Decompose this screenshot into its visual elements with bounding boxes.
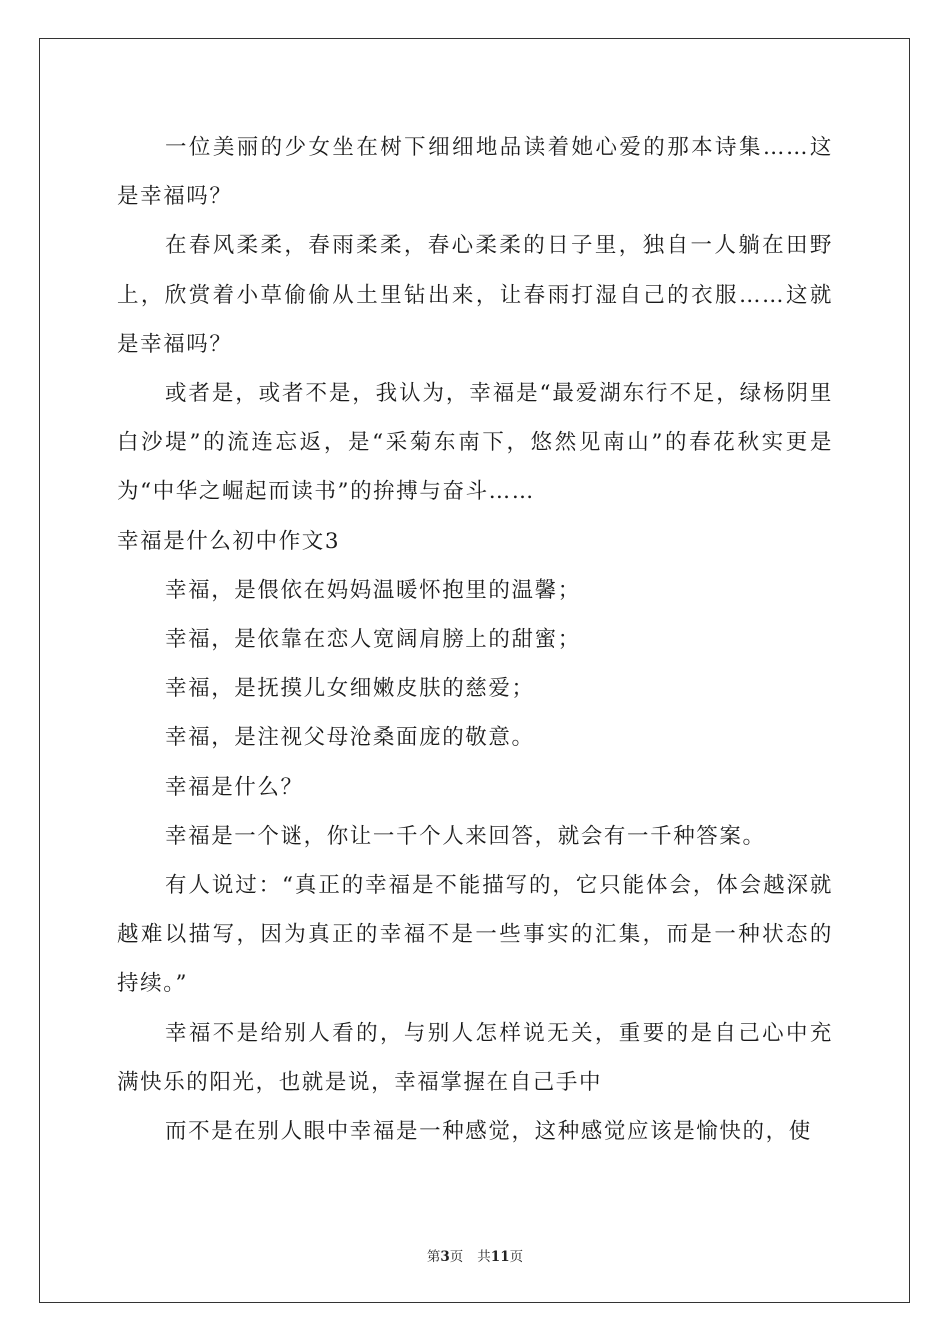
total-prefix: 共 bbox=[477, 1249, 491, 1265]
page-suffix: 页 bbox=[449, 1249, 464, 1265]
total-suffix: 页 bbox=[509, 1249, 524, 1265]
page-number: 3 bbox=[440, 1249, 450, 1265]
section-heading: 幸福是什么初中作文3 bbox=[117, 528, 341, 554]
page-indicator bbox=[427, 1249, 463, 1265]
paragraph: 幸福不是给别人看的，与别人怎样说无关，重要的是自己心中充满快乐的阳光，也就是说，幸福掌握在自己手中 bbox=[117, 1020, 833, 1095]
paragraph: 幸福是什么？ bbox=[165, 774, 304, 800]
document-body bbox=[117, 123, 833, 1156]
paragraph: 幸福，是依靠在恋人宽阔肩膀上的甜蜜； bbox=[165, 627, 581, 653]
page-prefix: 第 bbox=[426, 1249, 441, 1265]
paragraph: 幸福，是偎依在妈妈温暖怀抱里的温馨； bbox=[165, 577, 581, 603]
page-footer bbox=[0, 1248, 950, 1266]
total-pages-indicator bbox=[477, 1249, 523, 1265]
paragraph: 幸福是一个谜，你让一千个人来回答，就会有一千种答案。 bbox=[165, 823, 766, 849]
paragraph: 幸福，是抚摸儿女细嫩皮肤的慈爱； bbox=[165, 676, 535, 702]
paragraph: 或者是，或者不是，我认为，幸福是“最爱湖东行不足，绿杨阴里白沙堤”的流连忘返，是“采菊东南下，悠然见南山”的春花秋实更是为“中华之崛起而读书”的拚搏与奋斗…… bbox=[117, 381, 833, 505]
paragraph: 而不是在别人眼中幸福是一种感觉，这种感觉应该是愉快的，使 bbox=[165, 1119, 812, 1145]
paragraph: 幸福，是注视父母沧桑面庞的敬意。 bbox=[165, 725, 535, 751]
paragraph: 一位美丽的少女坐在树下细细地品读着她心爱的那本诗集……这是幸福吗？ bbox=[117, 135, 833, 210]
paragraph: 有人说过：“真正的幸福是不能描写的，它只能体会，体会越深就越难以描写，因为真正的幸福不是一些事实的汇集，而是一种状态的持续。” bbox=[117, 873, 833, 997]
paragraph: 在春风柔柔，春雨柔柔，春心柔柔的日子里，独自一人躺在田野上，欣赏着小草偷偷从土里钻出来，让春雨打湿自己的衣服……这就是幸福吗？ bbox=[117, 233, 833, 357]
total-pages: 11 bbox=[490, 1249, 510, 1265]
